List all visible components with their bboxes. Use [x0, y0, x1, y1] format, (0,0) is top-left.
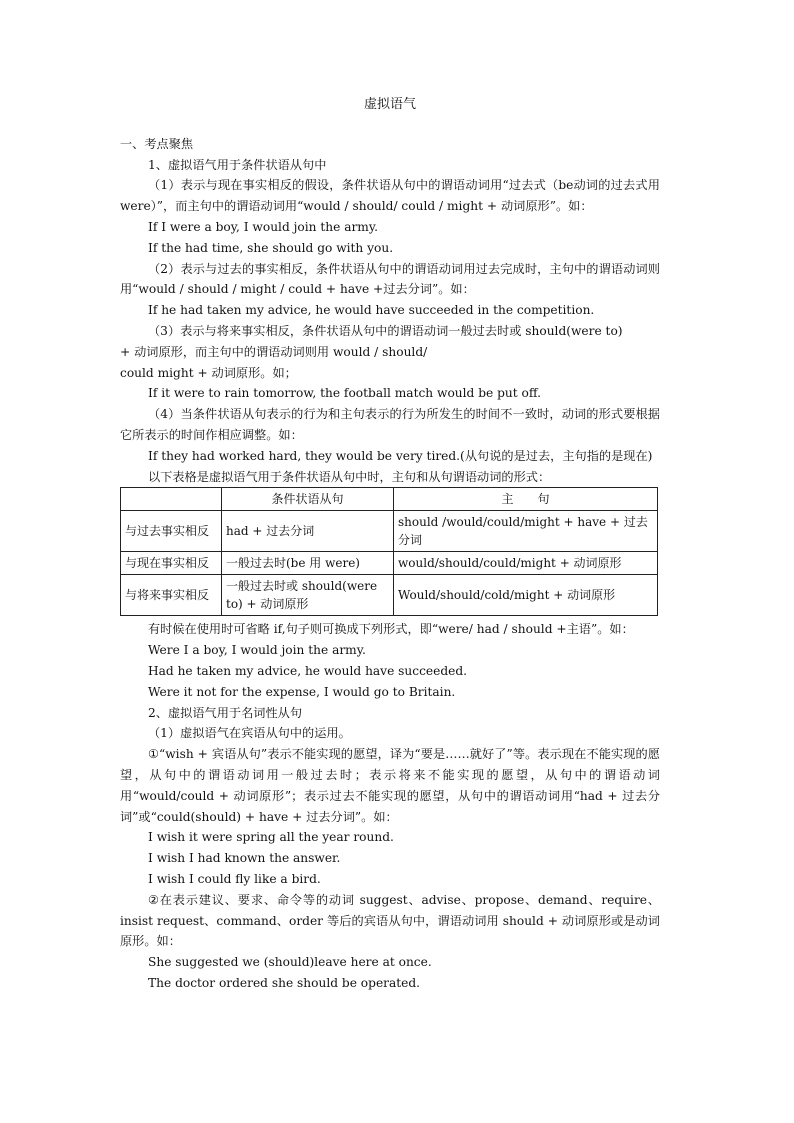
circled-number-2: ② [148, 892, 160, 907]
paragraph: （1）表示与现在事实相反的假设，条件状语从句中的谓语动词用“过去式（be动词的过去式用 were）”，而主句中的谓语动词用“would / should/ could / might + 动词原形”。如： [120, 178, 660, 214]
example-sentence: I wish it were spring all the year round. [148, 830, 394, 845]
subsection-heading: 2、虚拟语气用于名词性从句 [148, 705, 303, 720]
table-cell: 与过去事实相反 [121, 511, 222, 552]
paragraph: （4）当条件状语从句表示的行为和主句表示的行为所发生的时间不一致时，动词的形式要根据它所表示的时间作相应调整。如： [120, 407, 660, 442]
example-sentence: I wish I could fly like a bird. [148, 871, 321, 886]
example-sentence: If the had time, she should go with you. [148, 240, 394, 255]
paragraph-line: could might + 动词原形。如； [120, 365, 297, 380]
table-cell: would/should/could/might + 动词原形 [394, 552, 658, 575]
example-sentence: Were I a boy, I would join the army. [148, 643, 366, 658]
table-row [121, 575, 658, 616]
table-cell: Would/should/cold/might + 动词原形 [394, 575, 658, 616]
example-sentence: If they had worked hard, they would be very tired.(从句说的是过去，主句指的是现在) [148, 448, 653, 463]
table-cell: had + 过去分词 [222, 511, 394, 552]
example-sentence: If I were a boy, I would join the army. [148, 219, 378, 234]
page-title: 虚拟语气 [363, 97, 416, 112]
table-cell: 与将来事实相反 [121, 575, 222, 616]
paragraph-text: 在表示建议、要求、命令等的动词 suggest、advise、propose、demand、require、insist request、command、order 等后的宾语从句中，谓语动词用 should + 动词原形或是动词原形。如： [120, 892, 660, 949]
document-page [120, 95, 660, 994]
paragraph [120, 744, 660, 827]
example-sentence: I wish I had known the answer. [148, 851, 341, 866]
circled-number-1: ① [148, 747, 160, 762]
example-sentence: The doctor ordered she should be operated. [148, 975, 421, 990]
table-intro: 以下表格是虚拟语气用于条件状语从句中时，主句和从句谓语动词的形式： [148, 469, 551, 484]
table-header-cell: 主 句 [394, 488, 658, 511]
example-sentence: Were it not for the expense, I would go to Britain. [148, 684, 456, 699]
grammar-table [120, 487, 658, 616]
table-header-row [121, 488, 658, 511]
paragraph-line: （3）表示与将来事实相反，条件状语从句中的谓语动词一般过去时或 should(were to) [148, 323, 623, 338]
table-cell: 一般过去时或 should(were to) + 动词原形 [222, 575, 394, 616]
example-sentence: She suggested we (should)leave here at once. [148, 955, 432, 970]
paragraph: （1）虚拟语气在宾语从句中的运用。 [148, 726, 351, 741]
example-sentence: If it were to rain tomorrow, the football match would be put off. [148, 386, 541, 401]
paragraph [120, 890, 660, 952]
subsection-heading: 1、虚拟语气用于条件状语从句中 [148, 157, 327, 172]
paragraph-line: + 动词原形，而主句中的谓语动词则用 would / should/ [120, 344, 428, 359]
table-row [121, 511, 658, 552]
table-cell: should /would/could/might + have + 过去分词 [394, 511, 658, 552]
example-sentence: If he had taken my advice, he would have succeeded in the competition. [148, 303, 595, 318]
paragraph: （2）表示与过去的事实相反，条件状语从句中的谓语动词用过去完成时，主句中的谓语动词则用“would / should / might / could + have +过去分词”。如： [120, 261, 660, 297]
table-header-cell: 条件状语从句 [222, 488, 394, 511]
table-header-cell [121, 488, 222, 511]
table-cell: 一般过去时(be 用 were) [222, 552, 394, 575]
example-sentence: Had he taken my advice, he would have succeeded. [148, 663, 468, 678]
paragraph: 有时候在使用时可省略 if,句子则可换成下列形式，即“were/ had / should +主语”。如： [148, 622, 634, 637]
table-cell: 与现在事实相反 [121, 552, 222, 575]
table-row [121, 552, 658, 575]
section-heading: 一、考点聚焦 [120, 136, 194, 151]
paragraph-text: “wish + 宾语从句”表示不能实现的愿望，译为“要是……就好了”等。表示现在不能实现的愿望，从句中的谓语动词用一般过去时；表示将来不能实现的愿望，从句中的谓语动词用“would/could + 动词原形”；表示过去不能实现的愿望，从句中的谓语动词用“had + 过去分词”或“could(should) + have + 过去分词”。如： [120, 747, 660, 824]
